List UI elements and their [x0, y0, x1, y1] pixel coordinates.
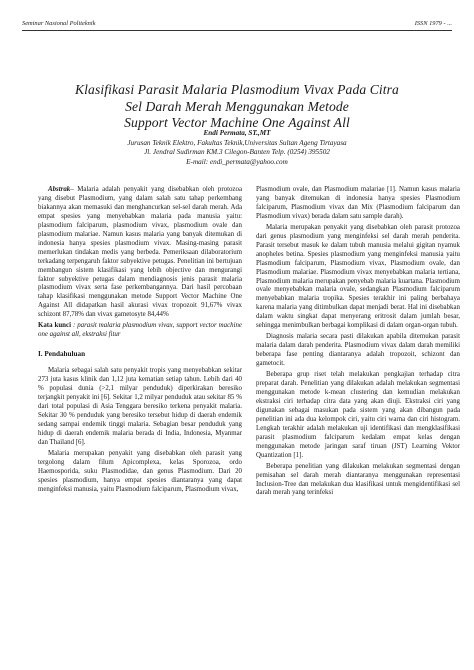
- title-line: Support Vector Machine One Against All: [124, 115, 350, 130]
- journal-name: Seminar Nasional Politeknik: [22, 20, 96, 27]
- section-heading: I. Pendahuluan: [38, 350, 86, 359]
- paragraph: Beberapa grup riset telah melakukan pengkajian terhadap citra preparat darah. Penelitian yang dilakukan adalah melakukan segmentasi menggunakan metode k-mean clustering dan kemudian melakukan ekstraksi ciri terhadap citra data yang akan diuji. Ekstraksi ciri yang digunakan sebagai masukan pada sistem yang akan dibangun pada penelitian ini ada dua kelompok ciri, yaitu ciri warna dan ciri histogram. Lengkah terakhir adalah melakukan uji identifikasi dan mengklasifikasi parasit plasmodium falciparum kedalam empat kelas dengan menggunakan metode jaringan saraf tiruan (JST) Learning Vektor Quantization [1].: [256, 371, 460, 459]
- author-block: [40, 129, 434, 167]
- author-name: Endi Permata, ST.,MT: [203, 129, 271, 137]
- running-header: [22, 20, 452, 31]
- abstract-label: Abstrak: [48, 186, 71, 193]
- author-address: Jl. Jendral Sudirman KM.3 Cilegon-Banten Telp. (0254) 395502: [144, 148, 330, 157]
- left-column: [38, 186, 242, 497]
- paragraph: Diagnosis malaria secara pasti dilakukan apabila ditemukan parasit malaria dalam darah penderita. Plasmodium vivax dalam darah memiliki beberapa fase penting diantaranya adalah tropozoit, schizont dan gametocit.: [256, 333, 460, 368]
- issn-label: ISSN 1979 - ...: [414, 20, 452, 27]
- keywords: [38, 322, 242, 340]
- keywords-label: Kata kunci: [38, 322, 71, 330]
- paragraph: Malaria merupakan penyakit yang disebabkan oleh parasit yang tergolong dalam filum Apicomplexa, kelas Sporozoa, ordo Haemosporida, suku Plasmodidae, dan genus Plasmodium. Dari 20 spesies plasmodium, hanya empat spesies diantaranya yang dapat menginfeksi manusia, yaitu Plasmodium falciparum, Plasmodium vivax,: [38, 449, 242, 493]
- keywords-text: : parasit malaria plasmodium vivax, support vector machine one against all, ekstraksi fitur: [38, 322, 242, 339]
- paper-title: [40, 82, 434, 132]
- author-email: E-mail: endi_permata@yahoo.com: [186, 157, 288, 166]
- abstract-text: – Malaria adalah penyakit yang disebabkan oleh protozoa yang disebut Plasmodium, yang dalam salah satu tahap perkembang biakannya akan memasuki dan menghancurkan sel-sel darah merah. Ada empat spesies yang menyebabkan malaria pada manusia yaitu: plasmodium falciparum, plasmodium vivax, plasmodium ovale dan plasmodium malariae. Namun kasus malaria yang banyak ditemukan di indonesia hanya spesies plasmodium vivax. Masing-masing parasit memerlukan tindakan medis yang berbeda. Pemeriksaan dilaboratorium terkadang terpengaruh faktor subyektive petugas. Penelitian ini bertujuan membangun sistem klasifikasi yang lebih objective dan mengurangi faktor subyektive petugas dalam mendiagnosis jenis parasit malaria plasmodium vivax serta fase perkembangannya. Dari hasil percobaan tahap klasifikasi menggunakan metode Support Vector Machine One Against All didapatkan hasil akurasi vivax tropozoit 91,67% vivax schizont 87,78% dan vivax gametosyte 84,44%: [38, 186, 242, 319]
- title-line: Sel Darah Merah Menggunakan Metode: [125, 98, 349, 114]
- paragraph: Malaria merupakan penyakit yang disebabkan oleh parasit protozoa dari genus plasmodium yang menginfeksi sel darah merah penderita. Parasit tersebut masuk ke dalam tubuh manusia melalui gigitan nyamuk anopheles betina. Spesies plasmodium yang menginfeksi manusia yaitu Plasmodium falciparum, Plasmodium vivax, Plasmodium ovale, dan Plasmodium malariae. Plasmodium vivax menyebabkan malaria tertiana, Plasmodium malaria merupakan penyebab malaria kuartana. Plasmodium ovale menyebabkan malaria ovale, sedangkan Plasmodium falciparum menyebabkan malaria tropika. Spesies terakhir ini paling berbahaya karena malaria yang ditimbulkan dapat menjadi berat. Hal ini disebabkan dalam waktu singkat dapat menyerang eritrosit dalam jumlah besar, sehingga menimbulkan berbagai komplikasi di dalam organ-organ tubuh.: [256, 223, 460, 330]
- abstract: [38, 186, 242, 320]
- paragraph: Beberapa penelitian yang dilakukan melakukan segmentasi dengan pemisahan sel darah merah diantaranya menggunakan representasi Inclusion-Tree dan melakukan dua klasifikasi untuk mengidentifikasi sel darah merah yang terinfeksi: [256, 462, 460, 497]
- paragraph: Malaria sebagai salah satu penyakit tropis yang menyebabkan sekitar 273 juta kasus klinik dan 1,12 juta kematian setiap tahun. Lebih dari 40 % populasi dunia (>2,1 milyar penduduk) diperkirakan beresiko terjangkit penyakit ini [6]. Sekitar 1,2 milyar penduduk atau sekitar 85 % dari total populasi di Asia Tenggara beresiko terkena penyakit malaria. Sekitar 30 % penduduk yang beresiko tersebut hidup di daerah endemik sedang sampai endemik tinggi malaria. Sebagian besar penduduk yang hidup di daerah endemik malaria berada di India, Indonesia, Myanmar dan Thailand [6].: [38, 367, 242, 446]
- author-affiliation: Jurusan Teknik Elektro, Fakultas Teknik,Universitas Sultan Ageng Tirtayasa: [127, 138, 347, 147]
- right-column: [256, 186, 460, 500]
- paragraph: Plasmodium ovale, dan Plasmodium malariae [1]. Namun kasus malaria yang banyak ditemukan di indonesia hanya spesies Plasmodium falciparum, Plasmodium vivax dan Mix (Plasmodium falciparum dan Plasmodium vivax) berada dalam satu sample darah).: [256, 186, 460, 220]
- title-line: Klasifikasi Parasit Malaria Plasmodium Vivax Pada Citra: [75, 82, 399, 97]
